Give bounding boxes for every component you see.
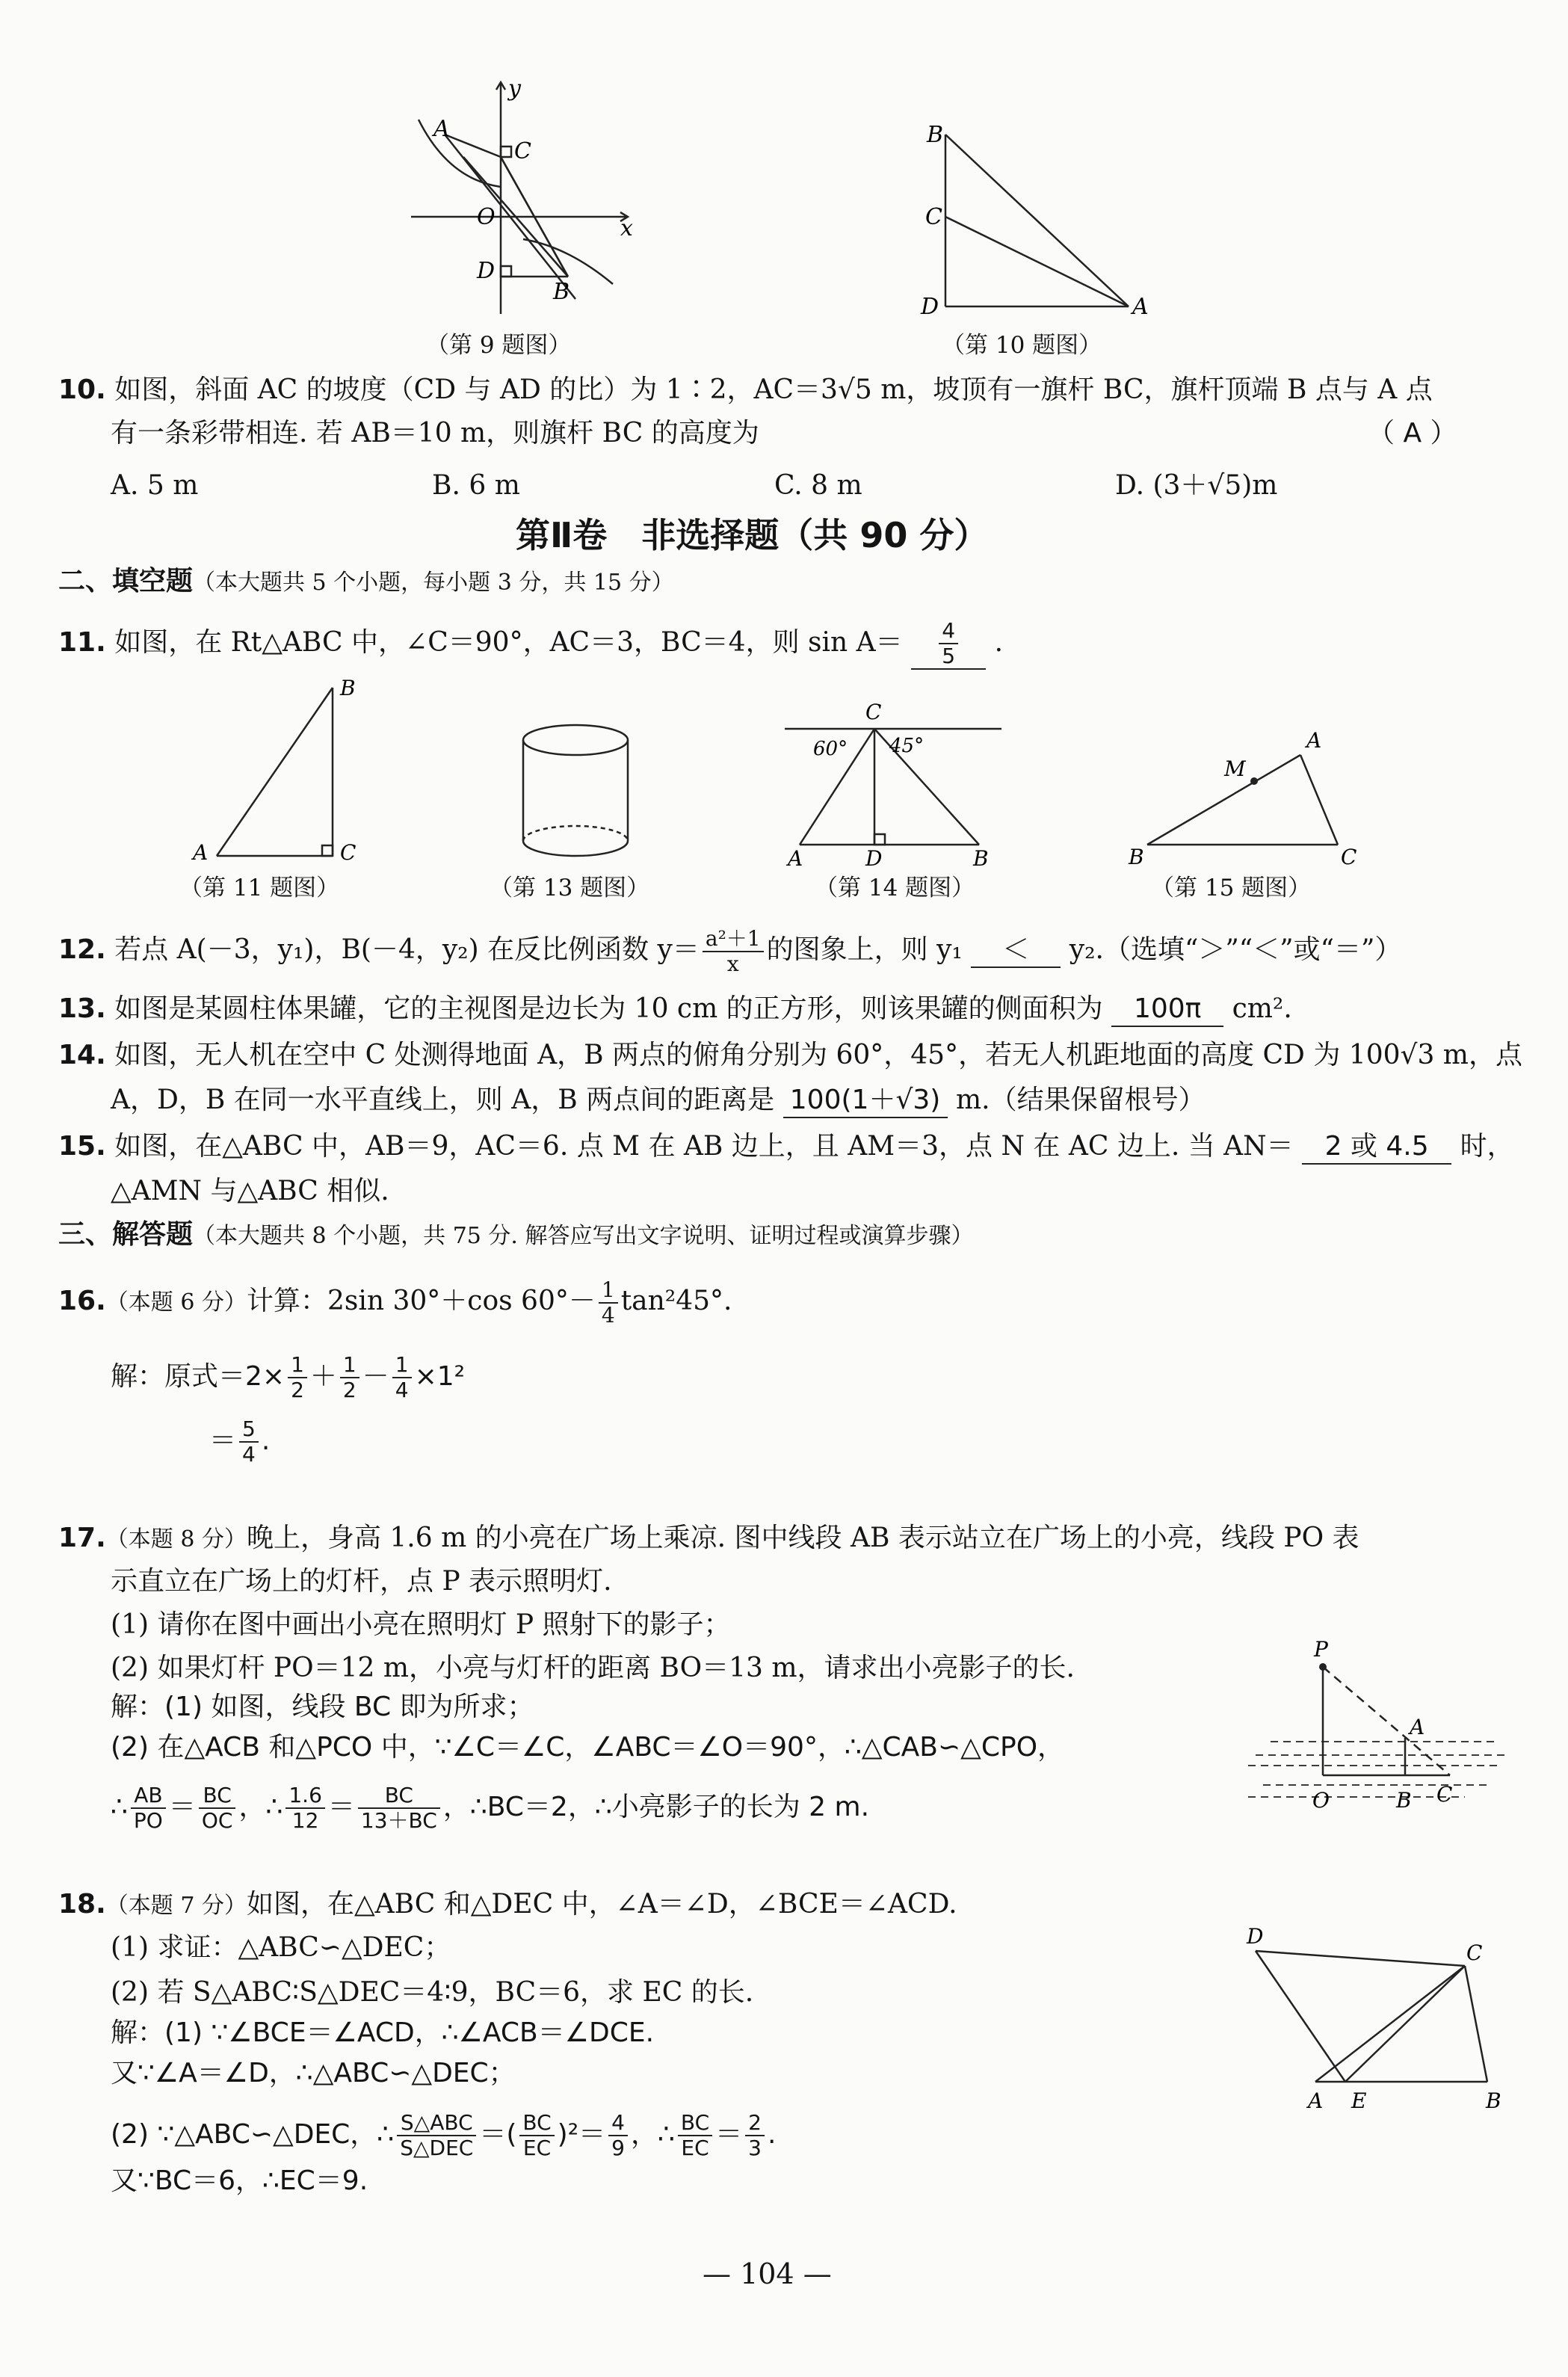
fig14-label-b: B bbox=[973, 846, 989, 867]
q15-answer: 2 或 4.5 bbox=[1302, 1130, 1451, 1165]
fig14-caption: （第 14 题图） bbox=[815, 875, 975, 901]
q14-line1 bbox=[58, 1039, 1522, 1072]
q18-number: 18. bbox=[58, 1889, 106, 1920]
q18-sol3a: (2) ∵△ABC∽△DEC，∴ bbox=[111, 2119, 395, 2150]
q10-option-b: B. 6 m bbox=[432, 470, 520, 501]
q10-answer: （ A ） bbox=[1368, 418, 1457, 448]
q17-text-line2: 示直立在广场上的灯杆，点 P 表示照明灯. bbox=[111, 1566, 612, 1597]
q18-sol4: 又∵BC＝6，∴EC＝9. bbox=[111, 2165, 368, 2196]
q16-text-a: 计算：2sin 30°＋cos 60°－ bbox=[246, 1286, 596, 1316]
q17-f1-numerator: AB bbox=[131, 1783, 166, 1809]
section-2-title: 第Ⅱ卷 非选择题（共 90 分） bbox=[516, 515, 989, 555]
q12-answer: ＜ bbox=[971, 934, 1061, 968]
fig18-label-d: D bbox=[1247, 1924, 1264, 1949]
fig10-caption: （第 10 题图） bbox=[942, 332, 1102, 359]
q15-number: 15. bbox=[58, 1131, 106, 1162]
fig14-angle-45: 45° bbox=[889, 735, 925, 757]
q18-g3-denominator: 9 bbox=[611, 2136, 625, 2160]
q18-g1-denominator: S△DEC bbox=[400, 2136, 474, 2160]
fig15-label-a: A bbox=[1306, 728, 1322, 753]
q16-s2-numerator: 1 bbox=[340, 1353, 359, 1378]
fig11-label-b: B bbox=[340, 676, 356, 700]
q16-frac-numerator: 1 bbox=[599, 1278, 618, 1304]
q16-res-b: . bbox=[261, 1425, 271, 1456]
q18-g4-denominator: EC bbox=[681, 2136, 709, 2160]
q18-sol3b: . bbox=[768, 2119, 777, 2150]
figure-13 bbox=[508, 718, 643, 867]
fig18-label-b: B bbox=[1486, 2088, 1501, 2113]
fig10-label-d: D bbox=[921, 294, 939, 320]
q17-sol3a: ∴ bbox=[111, 1792, 128, 1822]
q10-option-c: C. 8 m bbox=[774, 470, 862, 501]
q17-f4-numerator: BC bbox=[358, 1783, 440, 1809]
fig18-label-a: A bbox=[1308, 2088, 1324, 2113]
q12-frac-denominator: x bbox=[726, 952, 739, 976]
figure-15 bbox=[1121, 725, 1375, 867]
q16-s1-denominator: 2 bbox=[291, 1378, 304, 1402]
q12-line bbox=[58, 927, 1401, 976]
fig15-label-c: C bbox=[1341, 845, 1357, 867]
q14-number: 14. bbox=[58, 1040, 106, 1070]
q16-minus: － bbox=[362, 1361, 389, 1392]
fig18-label-e: E bbox=[1351, 2088, 1367, 2113]
q16-s2-denominator: 2 bbox=[342, 1378, 356, 1402]
q12-text-b: 的图象上，则 y₁ bbox=[766, 934, 963, 965]
q17-text-line1: 晚上，身高 1.6 m 的小亮在广场上乘凉. 图中线段 AB 表示站立在广场上的小亮，线段 PO 表 bbox=[246, 1523, 1359, 1553]
q17-line1 bbox=[58, 1522, 1359, 1556]
q15-line1 bbox=[58, 1130, 1514, 1165]
q10-line1 bbox=[58, 374, 1433, 407]
q13-unit: cm². bbox=[1232, 993, 1292, 1024]
q16-number: 16. bbox=[58, 1286, 106, 1316]
q18-score: （本题 7 分） bbox=[105, 1893, 247, 1919]
q17-f2-numerator: BC bbox=[199, 1783, 236, 1809]
fig14-label-a: A bbox=[788, 846, 803, 867]
part3-heading bbox=[58, 1218, 974, 1253]
q18-line1 bbox=[58, 1888, 957, 1923]
fig17-label-b: B bbox=[1396, 1788, 1412, 1813]
q16-sol-a: 解：原式＝2× bbox=[111, 1361, 285, 1392]
fig17-label-a: A bbox=[1410, 1715, 1425, 1739]
fig9-label-c: C bbox=[514, 138, 531, 164]
fig17-lamp-point bbox=[1319, 1663, 1327, 1671]
q17-sol3 bbox=[111, 1783, 869, 1833]
q11-answer-numerator: 4 bbox=[939, 619, 958, 644]
fig9-label-b: B bbox=[553, 279, 570, 305]
q16-frac-denominator: 4 bbox=[601, 1303, 615, 1328]
q13-answer: 100π bbox=[1111, 993, 1223, 1027]
q18-eq2: ＝ bbox=[715, 2119, 743, 2150]
fig18-label-c: C bbox=[1466, 1940, 1483, 1965]
q18-eq1: ＝( bbox=[479, 2119, 517, 2150]
q18-g2-denominator: EC bbox=[522, 2136, 552, 2160]
q12-frac-numerator: a²＋1 bbox=[703, 927, 764, 952]
q18-g4-numerator: BC bbox=[678, 2111, 712, 2136]
fig11-caption: （第 11 题图） bbox=[179, 875, 340, 901]
q17-f1-denominator: PO bbox=[133, 1808, 163, 1833]
q15-text-line1a: 如图，在△ABC 中，AB＝9，AC＝6. 点 M 在 AB 边上，且 AM＝3，点 N 在 AC 边上. 当 AN＝ bbox=[114, 1131, 1294, 1162]
fig10-label-a: A bbox=[1132, 294, 1149, 320]
q10-text-line1: 如图，斜面 AC 的坡度（CD 与 AD 的比）为 1∶2，AC＝3√5 m，坡顶有一旗杆 BC，旗杆顶端 B 点与 A 点 bbox=[114, 374, 1433, 405]
q17-number: 17. bbox=[58, 1523, 106, 1553]
figure-18 bbox=[1226, 1921, 1525, 2115]
fig17-label-p: P bbox=[1314, 1637, 1328, 1662]
fig9-caption: （第 9 题图） bbox=[426, 332, 572, 359]
q13-text: 如图是某圆柱体果罐，它的主视图是边长为 10 cm 的正方形，则该果罐的侧面积为 bbox=[114, 993, 1103, 1024]
q16-line bbox=[58, 1278, 732, 1328]
q11-text: 如图，在 Rt△ABC 中，∠C＝90°，AC＝3，BC＝4，则 sin A＝ bbox=[114, 627, 903, 658]
q11-line bbox=[58, 619, 1003, 670]
q12-number: 12. bbox=[58, 934, 106, 965]
fig14-label-d: D bbox=[865, 846, 883, 867]
q16-solution-line1 bbox=[111, 1353, 465, 1402]
q14-text-line2b: m.（结果保留根号） bbox=[956, 1085, 1206, 1115]
q16-res-a: ＝ bbox=[209, 1425, 237, 1456]
part2-note: （本大题共 5 个小题，每小题 3 分，共 15 分） bbox=[193, 570, 674, 596]
q17-eq2: ＝ bbox=[327, 1792, 355, 1822]
figure-17 bbox=[1241, 1637, 1525, 1816]
q16-s3-numerator: 1 bbox=[392, 1353, 412, 1378]
fig17-label-c: C bbox=[1436, 1782, 1453, 1807]
q17-f2-denominator: OC bbox=[201, 1808, 233, 1833]
q17-f3-denominator: 12 bbox=[291, 1808, 319, 1833]
q18-g5-numerator: 2 bbox=[745, 2111, 765, 2136]
q18-g2-numerator: BC bbox=[519, 2111, 554, 2136]
q18-g1-numerator: S△ABC bbox=[397, 2111, 476, 2136]
q17-sol1: 解：(1) 如图，线段 BC 即为所求； bbox=[111, 1692, 534, 1722]
q18-sol3 bbox=[111, 2111, 776, 2160]
q12-text-a: 若点 A(－3，y₁)，B(－4，y₂) 在反比例函数 y＝ bbox=[114, 934, 700, 965]
q13-number: 13. bbox=[58, 993, 106, 1024]
q18-sol2: 又∵∠A＝∠D，∴△ABC∽△DEC； bbox=[111, 2058, 516, 2088]
q17-eq1: ＝ bbox=[168, 1792, 196, 1822]
q16-s3-denominator: 4 bbox=[395, 1378, 409, 1402]
q17-score: （本题 8 分） bbox=[105, 1526, 247, 1553]
q14-text-line1: 如图，无人机在空中 C 处测得地面 A，B 两点的俯角分别为 60°，45°，若无人机距地面的高度 CD 为 100√3 m，点 bbox=[114, 1040, 1522, 1070]
q11-answer bbox=[911, 619, 986, 670]
q18-text-line1: 如图，在△ABC 和△DEC 中，∠A＝∠D，∠BCE＝∠ACD. bbox=[246, 1889, 957, 1920]
q18-mid: ，∴ bbox=[630, 2119, 675, 2150]
fig11-label-a: A bbox=[193, 840, 209, 865]
q17-sol3b: ，∴ bbox=[238, 1792, 283, 1822]
fig9-label-d: D bbox=[477, 258, 496, 284]
q17-sub1: (1) 请你在图中画出小亮在照明灯 P 照射下的影子； bbox=[111, 1609, 731, 1640]
q10-number: 10. bbox=[58, 374, 106, 405]
fig15-point-m bbox=[1250, 777, 1258, 785]
figure-10 bbox=[912, 120, 1166, 321]
q18-sub1: (1) 求证：△ABC∽△DEC； bbox=[111, 1932, 451, 1963]
fig10-label-c: C bbox=[925, 204, 942, 230]
q17-f4-denominator: 13＋BC bbox=[360, 1808, 437, 1833]
figure-9 bbox=[389, 75, 658, 321]
q15-text-line2: △AMN 与△ABC 相似. bbox=[111, 1176, 389, 1206]
q14-line2 bbox=[111, 1084, 1206, 1118]
fig10-label-b: B bbox=[927, 122, 944, 148]
q14-text-line2a: A，D，B 在同一水平直线上，则 A，B 两点间的距离是 bbox=[111, 1085, 775, 1115]
q17-sub2: (2) 如果灯杆 PO＝12 m，小亮与灯杆的距离 BO＝13 m，请求出小亮影子的长. bbox=[111, 1653, 1075, 1683]
q16-tail: ×1² bbox=[414, 1361, 466, 1392]
fig9-label-x: x bbox=[620, 215, 633, 241]
fig9-label-o: O bbox=[477, 204, 496, 230]
q15-text-line1b: 时， bbox=[1460, 1131, 1514, 1162]
part3-head: 三、解答题 bbox=[58, 1219, 194, 1250]
q16-result-denominator: 4 bbox=[242, 1442, 256, 1467]
q16-score: （本题 6 分） bbox=[105, 1289, 247, 1316]
q10-text-line2: 有一条彩带相连. 若 AB＝10 m，则旗杆 BC 的高度为 bbox=[111, 418, 759, 448]
q12-text-c: y₂.（选填“＞”“＜”或“＝”） bbox=[1069, 934, 1402, 965]
fig11-label-c: C bbox=[340, 840, 356, 865]
q16-solution-line2 bbox=[209, 1417, 270, 1467]
q10-option-d: D. (3＋√5)m bbox=[1115, 470, 1278, 501]
q18-sol1: 解：(1) ∵∠BCE＝∠ACD，∴∠ACB＝∠DCE. bbox=[111, 2017, 655, 2048]
fig9-label-y: y bbox=[508, 75, 521, 102]
fig14-label-c: C bbox=[865, 703, 882, 724]
figure-11 bbox=[187, 673, 374, 867]
q17-sol3c: ，∴BC＝2，∴小亮影子的长为 2 m. bbox=[442, 1792, 870, 1822]
part3-note: （本大题共 8 个小题，共 75 分. 解答应写出文字说明、证明过程或演算步骤） bbox=[193, 1223, 974, 1249]
q17-sol2: (2) 在△ACB 和△PCO 中，∵∠C＝∠C，∠ABC＝∠O＝90°，∴△CAB∽△CPO， bbox=[111, 1732, 1065, 1763]
fig15-label-m: M bbox=[1224, 756, 1246, 781]
q18-g3-numerator: 4 bbox=[608, 2111, 628, 2136]
fig15-label-b: B bbox=[1129, 845, 1144, 867]
part2-head: 二、填空题 bbox=[58, 566, 194, 596]
q18-sub2: (2) 若 S△ABC∶S△DEC＝4∶9，BC＝6，求 EC 的长. bbox=[111, 1977, 754, 2008]
part2-heading bbox=[58, 565, 674, 599]
q18-sq: )²＝ bbox=[557, 2119, 606, 2150]
fig13-caption: （第 13 题图） bbox=[490, 875, 650, 901]
q16-result-numerator: 5 bbox=[239, 1417, 259, 1443]
q14-answer: 100(1＋√3) bbox=[783, 1084, 948, 1118]
q10-option-a: A. 5 m bbox=[111, 470, 199, 501]
q16-text-b: tan²45°. bbox=[620, 1286, 732, 1316]
q16-s1-numerator: 1 bbox=[288, 1353, 307, 1378]
fig14-angle-60: 60° bbox=[813, 738, 848, 760]
fig15-caption: （第 15 题图） bbox=[1151, 875, 1312, 901]
q11-end: . bbox=[994, 627, 1004, 658]
q16-plus: ＋ bbox=[309, 1361, 337, 1392]
q11-answer-denominator: 5 bbox=[942, 644, 956, 668]
q17-f3-numerator: 1.6 bbox=[285, 1783, 325, 1809]
figure-14 bbox=[777, 703, 1001, 867]
q13-line bbox=[58, 993, 1292, 1027]
page-number: — 104 — bbox=[703, 2257, 832, 2290]
fig9-label-a: A bbox=[433, 116, 450, 142]
fig17-label-o: O bbox=[1312, 1788, 1330, 1813]
q18-g5-denominator: 3 bbox=[748, 2136, 762, 2160]
q11-number: 11. bbox=[58, 627, 106, 658]
